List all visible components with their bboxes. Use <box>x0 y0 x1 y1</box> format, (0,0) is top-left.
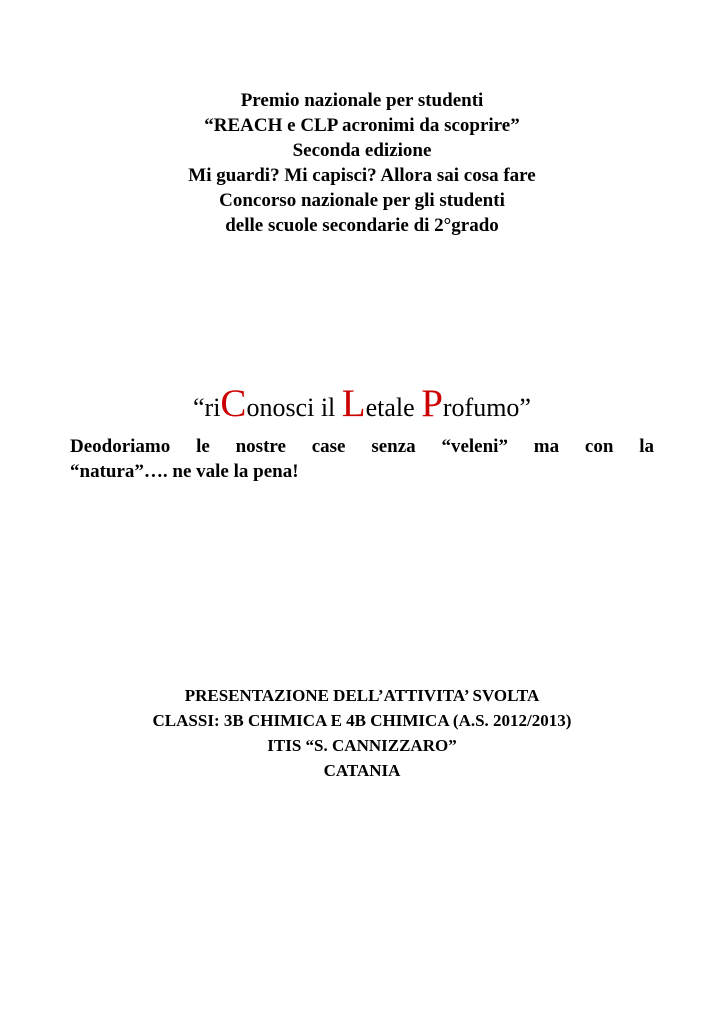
subtitle-word: case <box>311 436 346 457</box>
title-initial-p: P <box>421 382 443 425</box>
header-line-award: Premio nazionale per studenti <box>240 90 484 111</box>
presentation-footer <box>0 683 724 783</box>
subtitle-word: “veleni” <box>441 436 508 457</box>
footer-line-school: ITIS “S. CANNIZZARO” <box>267 736 457 755</box>
subtitle-word: Deodoriamo <box>70 436 171 457</box>
subtitle-word: con <box>584 436 614 457</box>
subtitle-word: la <box>639 436 654 457</box>
subtitle-word: senza <box>371 436 416 457</box>
title-part-ri: “ri <box>193 393 221 422</box>
subtitle-word: ma <box>533 436 560 457</box>
subtitle-line-2: “natura”…. ne vale la pena! <box>70 461 299 482</box>
header-line-motto: Mi guardi? Mi capisci? Allora sai cosa fare <box>188 165 536 186</box>
subtitle-line-1 <box>70 434 654 459</box>
subtitle-word: le <box>196 436 210 457</box>
title-initial-l: L <box>341 382 366 425</box>
footer-line-city: CATANIA <box>323 761 401 780</box>
header-line-edition: Seconda edizione <box>292 140 432 161</box>
competition-header <box>0 88 724 238</box>
header-line-theme: “REACH e CLP acronimi da scoprire” <box>204 115 520 136</box>
project-title <box>0 382 724 430</box>
footer-line-presentation: PRESENTAZIONE DELL’ATTIVITA’ SVOLTA <box>184 686 540 705</box>
title-part-etale: etale <box>365 393 422 422</box>
footer-line-classes: CLASSI: 3B CHIMICA E 4B CHIMICA (A.S. 2012/2013) <box>152 711 572 730</box>
project-subtitle <box>70 434 654 484</box>
title-initial-c: C <box>220 382 247 425</box>
header-line-schools: delle scuole secondarie di 2°grado <box>225 215 499 236</box>
title-part-rofumo: rofumo” <box>442 393 531 422</box>
title-part-onosci: onosci il <box>246 393 342 422</box>
subtitle-word: nostre <box>235 436 286 457</box>
header-line-contest: Concorso nazionale per gli studenti <box>219 190 505 211</box>
